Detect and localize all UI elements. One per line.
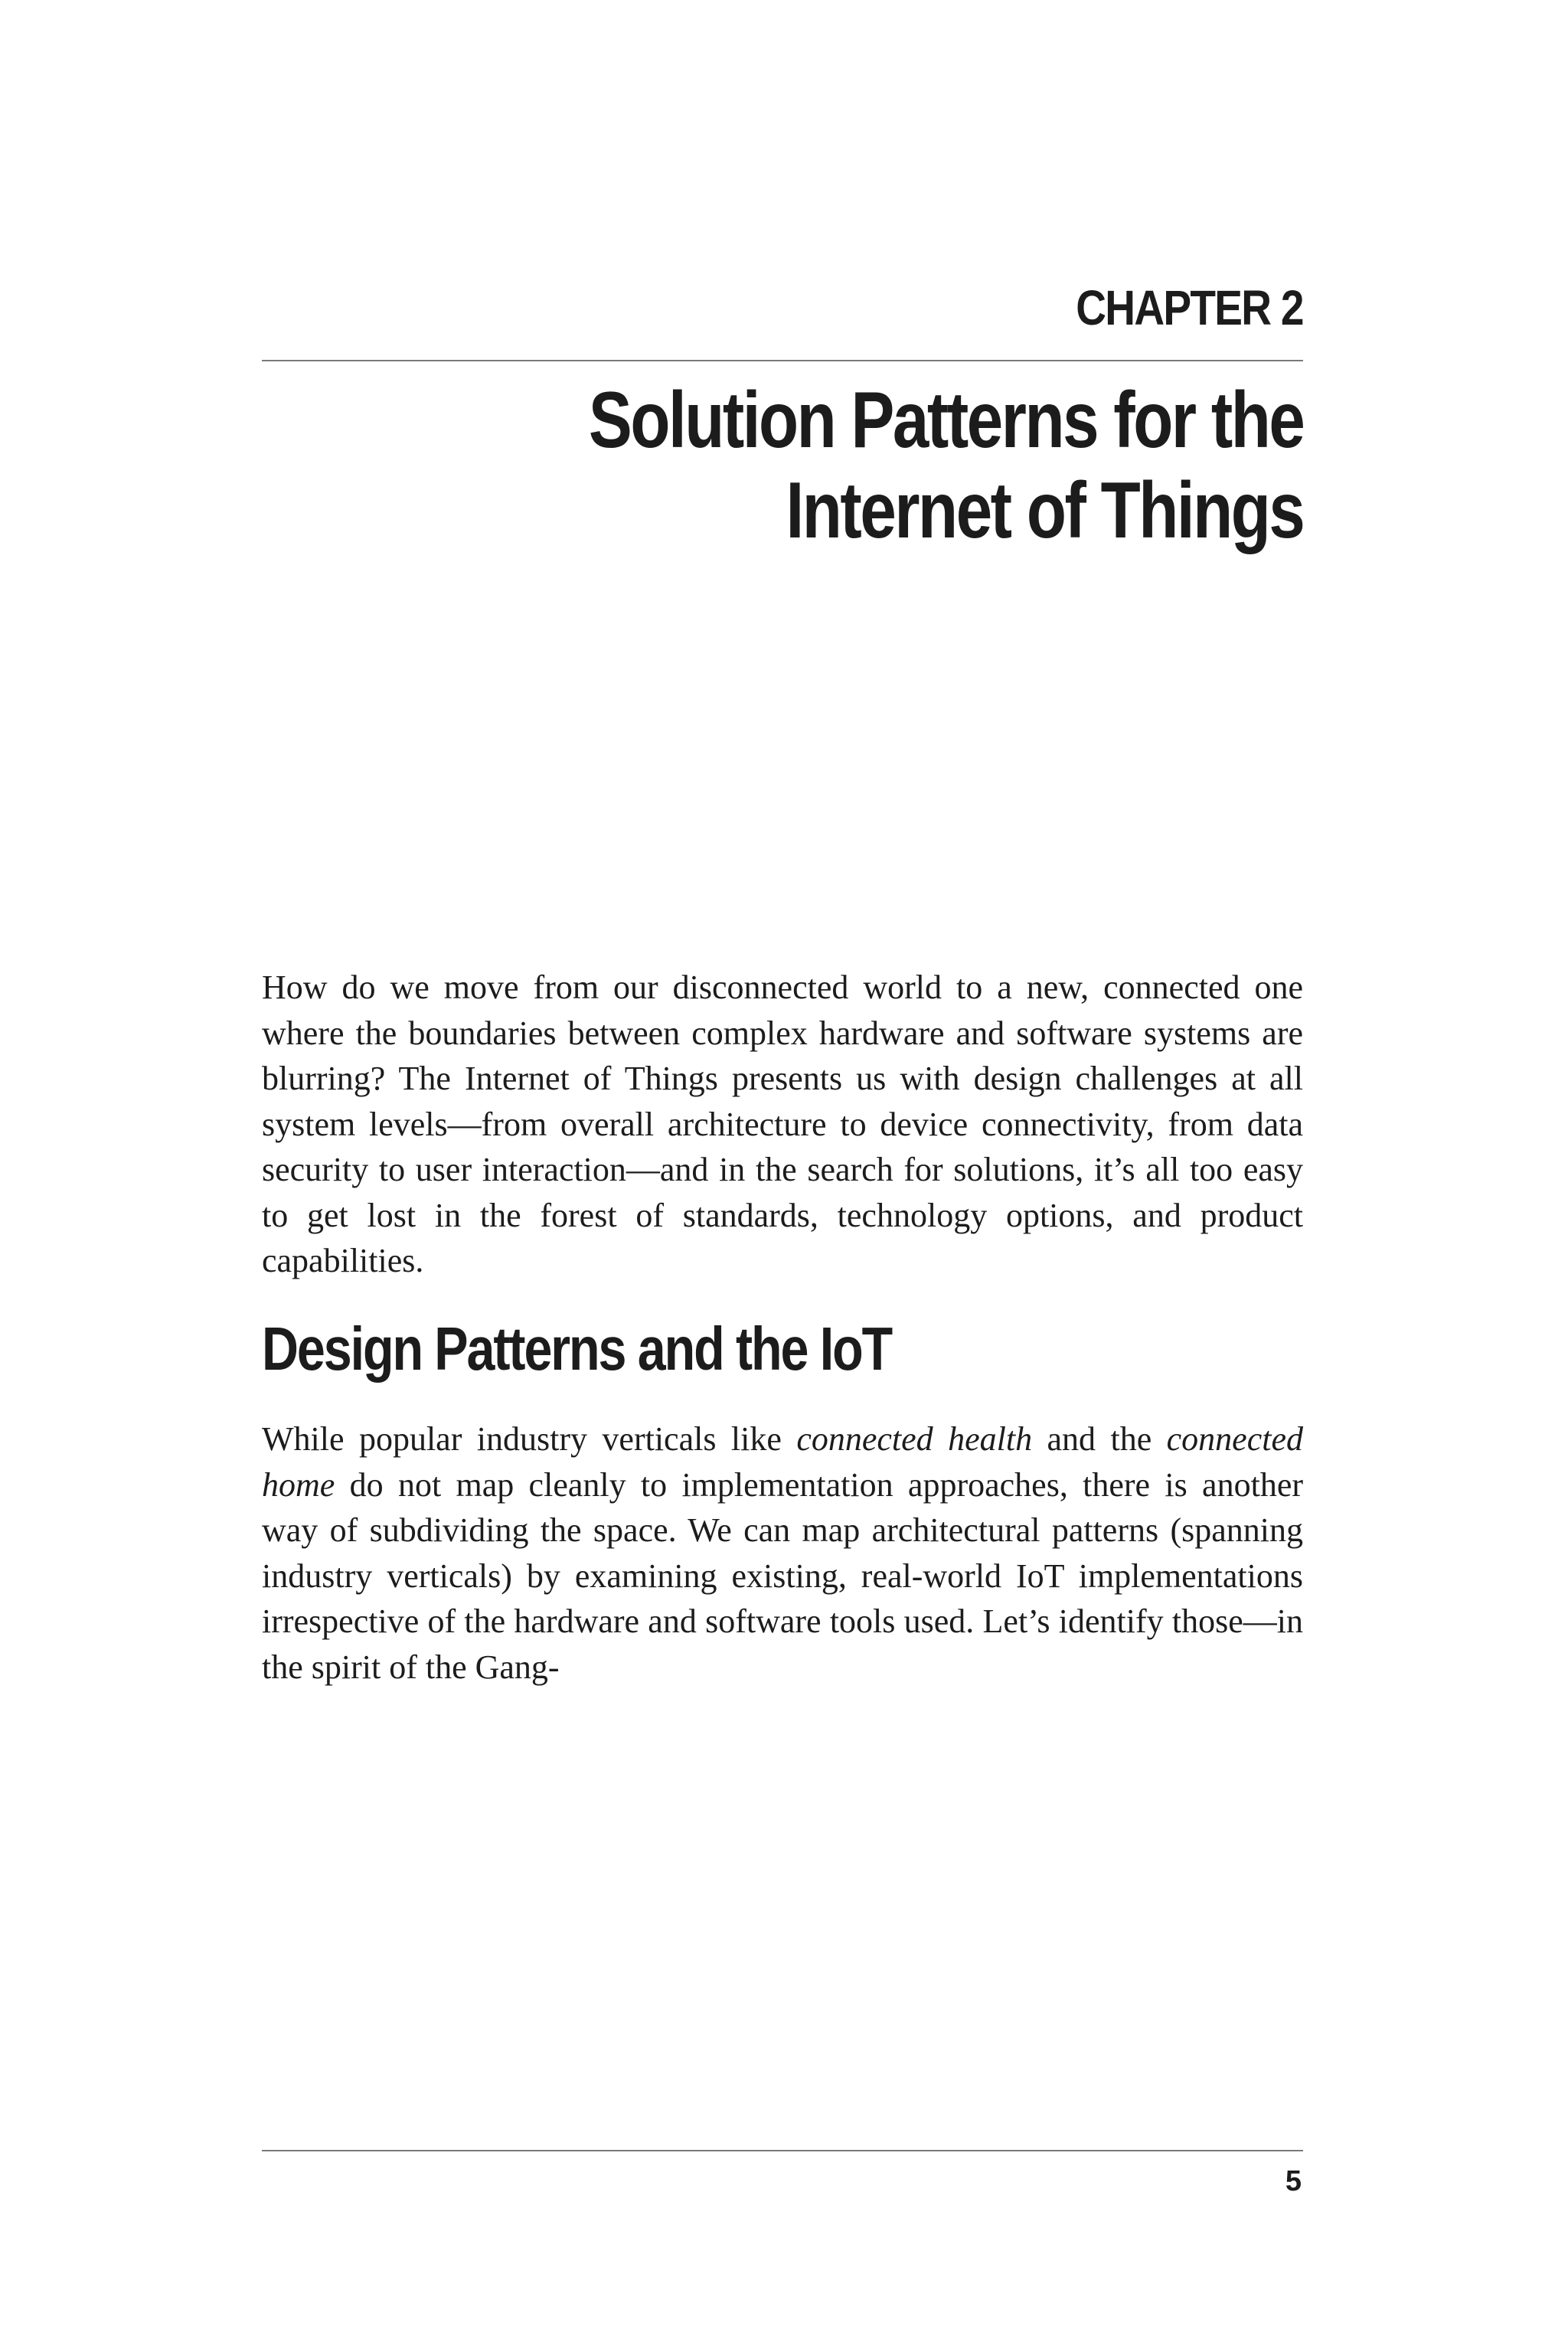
title-divider — [262, 360, 1303, 361]
chapter-title-line-2: Internet of Things — [786, 466, 1303, 555]
emphasis-connected-health: connected health — [796, 1420, 1033, 1458]
section-text-end: do not map cleanly to implementation approaches, there is another way of subdividing the space. We can map architectural patterns (spanning industry verticals) by examining existing, real-world IoT implementations irrespective of the hardware and software tools used. Let’s identify those—in the spirit of the Gang- — [262, 1465, 1303, 1686]
section-text-start: While popular industry verticals like — [262, 1420, 797, 1458]
section-paragraph — [262, 1416, 1303, 1690]
section-text-middle: and the — [1032, 1420, 1167, 1458]
chapter-title-line-1: Solution Patterns for the — [588, 376, 1303, 465]
section-heading: Design Patterns and the IoT — [262, 1315, 892, 1383]
page-number: 5 — [1285, 2165, 1302, 2197]
intro-paragraph: How do we move from our disconnected world to a new, connected one where the boundaries between complex hardware and software systems are blurring? The Internet of Things presents us with design challenges at all system levels—from overall architecture to device connectivity, from data security to user interaction—and in the search for solutions, it’s all too easy to get lost in the forest of standards, technology options, and product capabilities. — [262, 969, 1303, 1279]
chapter-label: CHAPTER 2 — [1076, 280, 1303, 335]
footer-divider — [262, 2150, 1303, 2151]
emphasis-connected-home: connected home — [262, 1420, 1303, 1504]
chapter-title — [589, 375, 1303, 556]
